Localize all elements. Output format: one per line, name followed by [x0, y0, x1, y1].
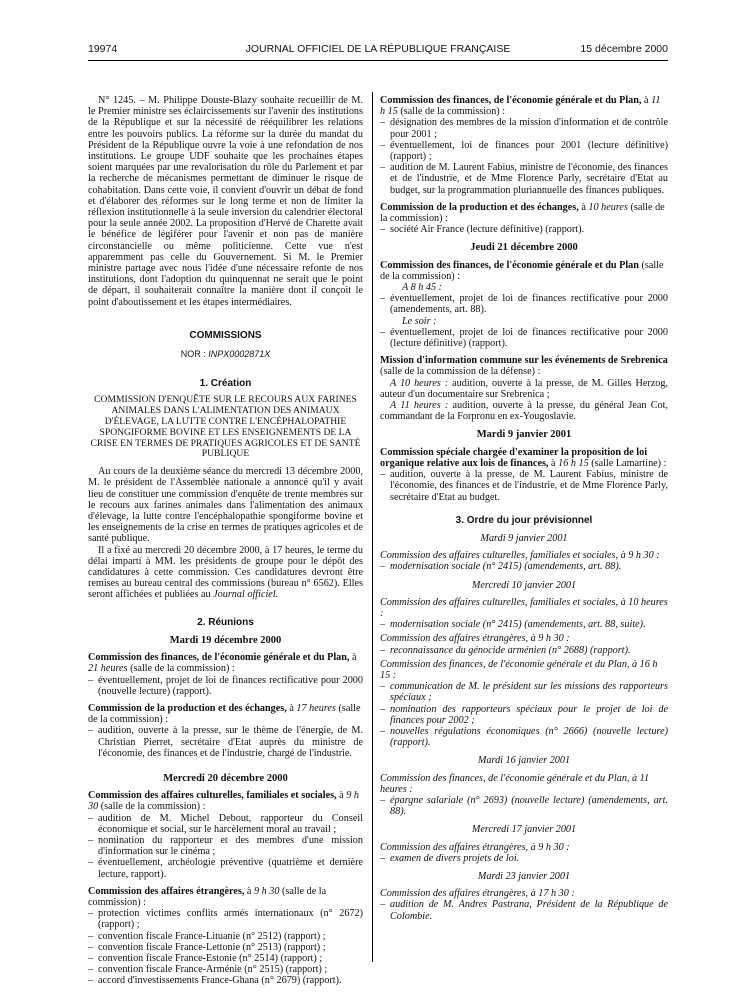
section-creation: 1. Création: [199, 378, 252, 390]
meeting-block: Commission des affaires étrangères, à 9 h 30 (salle de la commission) : – protection victimes conflits armés internationaux (n° 2672) (rapport) ; – convention fiscale France-Lituanie (n° 2512) (rapport) ; – convention fiscale France-Lettonie (n° 2513) (rapport) ; – convention fiscale France-Estonie (n° 2514) (rapport) ; – convention fiscale France-Arménie (n° 2515) (rapport) ; – accord d'investissements France-Ghana (n° 2679) (rapport).: [88, 886, 363, 987]
agenda-commission: Commission des affaires étrangères, à 9 h 30 :: [380, 841, 570, 853]
day-heading: Mardi 19 décembre 2000: [169, 634, 282, 646]
list-item: – éventuellement, projet de loi de finances rectificative pour 2000 (nouvelle lecture) (rapport).: [88, 675, 363, 697]
list-item: – convention fiscale France-Lituanie (n° 2512) (rapport) ;: [88, 931, 363, 942]
list-item: – éventuellement, projet de loi de finances rectificative pour 2000 (lecture définitive) (rapport).: [380, 327, 668, 349]
meeting-block: Commission des affaires culturelles, familiales et sociales, à 9 h 30 (salle de la commission) : – audition de M. Michel Debout, rapporteur du Conseil économique et social, sur le harcèlement moral au travail ; – nomination du rapporteur et des membres d'une mission d'information sur le cinéma ; – éventuellement, archéologie préventive (quatrième et dernière lecture, rapport).: [88, 790, 363, 880]
question-text: N° 1245. – M. Philippe Douste-Blazy souhaite recueillir de M. le Premier ministre ses éclaircissements sur l'avenir des institutions de la République et sur la nécessité de rééquilibrer les relations entre les pouvoirs publics. La réforme sur la durée du mandat du Président de la République ouvre la voie à une refondation de nos institutions. Le groupe UDF souhaite que les prochaines étapes soient marquées par une revalorisation du rôle du Parlement et par la recherche de mécanismes permettant de diminuer le risque de cohabitation. Dans cette voie, il convient d'ouvrir un débat de fond et d'élaborer des réformes sur le long terme et non de limiter la réflexion institutionnelle à la seule inversion du calendrier électoral pour la seule année 2002. La proposition d'Hervé de Charette avait le bénéfice de légiférer pour l'avenir et non pas de manière circonstancielle ou même politicienne. Cette vue n'est apparemment pas celle du Gouvernement. Si M. le Premier ministre partage avec nous l'idée d'une nécessaire refonte de nos institutions, dont l'adoption du quinquennat ne serait que le point de départ, il souhaiterait connaître la manière dont il conçoit le point d'aboutissement et les étapes intermédiaires.: [88, 95, 363, 308]
list-item: – convention fiscale France-Estonie (n° 2514) (rapport) ;: [88, 953, 363, 964]
list-item: – modernisation sociale (n° 2415) (amendements, art. 88, suite).: [380, 619, 668, 630]
section-reunions: 2. Réunions: [197, 616, 254, 628]
commission-title: COMMISSION D'ENQUÊTE SUR LE RECOURS AUX FARINES ANIMALES DANS L'ALIMENTATION DES ANIMAUX D'ÉLEVAGE, LA LUTTE CONTRE L'ENCÉPHALOPATHIE SPONGIFORME BOVINE ET LES ENSEIGNEMENTS DE LA CRISE EN TERMES DE PRATIQUES AGRICOLES ET DE SANTÉ PUBLIQUE: [90, 394, 361, 460]
agenda-commission: Commission des affaires étrangères, à 9 h 30 :: [380, 633, 570, 645]
list-item: – convention fiscale France-Arménie (n° 2515) (rapport) ;: [88, 964, 363, 975]
list-item: – audition, ouverte à la presse, de M. Laurent Fabius, ministre de l'économie, des finances et de l'industrie, et de Mme Florence Parly, secrétaire d'Etat au budget.: [380, 469, 668, 503]
creation-paragraph-1: Au cours de la deuxième séance du mercredi 13 décembre 2000, M. le président de l'Assemblée nationale a annoncé qu'il y avait lieu de constituer une commission d'enquête de trente membres sur le recours aux farines animales dans l'alimentation des animaux d'élevage, la lutte contre l'encéphalopathie spongiforme bovine et les enseignements de la crise en termes de pratiques agricoles et de santé publique.: [88, 466, 363, 545]
list-item: – accord d'investissements France-Ghana (n° 2679) (rapport).: [88, 975, 363, 986]
agenda-commission: Commission des finances, de l'économie générale et du Plan, à 16 h 15 :: [380, 658, 658, 681]
list-item: – reconnaissance du génocide arménien (n° 2688) (rapport).: [380, 645, 668, 656]
creation-paragraph-2: Il a fixé au mercredi 20 décembre 2000, à 17 heures, le terme du délai imparti à MM. les présidents de groupe pour le dépôt des candidatures à cette commission. Ces candidatures devront être remises au bureau central des commissions (bureau n° 6562). Elles seront affichées et publiées au Journal officiel.: [88, 544, 363, 601]
journal-title: JOURNAL OFFICIEL DE LA RÉPUBLIQUE FRANÇAISE: [245, 43, 511, 55]
list-item: – audition de M. Andres Pastrana, Président de la République de Colombie.: [380, 899, 668, 921]
list-item: – examen de divers projets de loi.: [380, 853, 668, 864]
list-item: – épargne salariale (n° 2693) (nouvelle lecture) (amendements, art. 88).: [380, 795, 668, 817]
list-item: – nouvelles régulations économiques (n° 2666) (nouvelle lecture) (rapport).: [380, 726, 668, 748]
right-column: [380, 95, 668, 922]
section-ordre-du-jour: 3. Ordre du jour prévisionnel: [455, 514, 593, 526]
day-heading: Mercredi 20 décembre 2000: [163, 772, 288, 784]
left-column: [88, 95, 363, 993]
agenda-commission: Commission des affaires culturelles, familiales et sociales, à 10 heures :: [380, 596, 668, 619]
list-item: – modernisation sociale (n° 2415) (amendements, art. 88).: [380, 561, 668, 572]
list-item: – audition de M. Laurent Fabius, ministre de l'économie, des finances et de l'industrie, et de Mme Florence Parly, secrétaire d'Etat au budget, sur la programmation pluriannuelle des finances publiques.: [380, 162, 668, 196]
day-heading: Mardi 9 janvier 2001: [476, 429, 572, 441]
issue-date: 15 décembre 2000: [580, 43, 668, 55]
agenda-commission: Commission des affaires étrangères, à 17 h 30 :: [380, 888, 575, 900]
list-item: – éventuellement, projet de loi de finances rectificative pour 2000 (amendements, art. 88).: [380, 293, 668, 315]
day-heading: Jeudi 21 décembre 2000: [470, 242, 578, 254]
list-item: – éventuellement, archéologie préventive (quatrième et dernière lecture, rapport).: [88, 857, 363, 879]
page-header: [88, 44, 668, 58]
list-item: – protection victimes conflits armés internationaux (n° 2672) (rapport) ;: [88, 908, 363, 930]
agenda-date: Mardi 23 janvier 2001: [477, 870, 571, 882]
list-item: – désignation des membres de la mission d'information et de contrôle pour 2001 ;: [380, 117, 668, 139]
list-item: – audition de M. Michel Debout, rapporteur du Conseil économique et social, sur le harcèlement moral au travail ;: [88, 813, 363, 835]
nor-reference: NOR : INPX0002871X: [180, 349, 271, 360]
list-item: – convention fiscale France-Lettonie (n° 2513) (rapport) ;: [88, 942, 363, 953]
meeting-block: Commission des finances, de l'économie générale et du Plan (salle de la commission) : A 8 h 45 : – éventuellement, projet de loi de finances rectificative pour 2000 (amendements, art. 88). Le soir : – éventuellement, projet de loi de finances rectificative pour 2000 (lecture définitive) (rapport).: [380, 260, 668, 350]
meeting-block: Mission d'information commune sur les événements de Srebrenica (salle de la commission de la défense) : A 10 heures : audition, ouverte à la presse, de M. Gilles Herzog, auteur d'un documentaire sur Srebrenica ; A 11 heures : audition, ouverte à la presse, du général Jean Cot, commandant de la Forpronu en ex-Yougoslavie.: [380, 355, 668, 423]
meeting-block: Commission de la production et des échanges, à 17 heures (salle de la commission) : – audition, ouverte à la presse, sur le thème de l'énergie, de M. Christian Pierret, secrétaire d'Etat auprès du ministre de l'économie, des finances et de l'industrie, chargé de l'industrie.: [88, 703, 363, 759]
list-item: – éventuellement, loi de finances pour 2001 (lecture définitive) (rapport) ;: [380, 140, 668, 162]
list-item: – communication de M. le président sur les missions des rapporteurs spéciaux ;: [380, 681, 668, 703]
meeting-block: Commission des finances, de l'économie générale et du Plan, à 11 h 15 (salle de la commission) : – désignation des membres de la mission d'information et de contrôle pour 2001 ; – éventuellement, loi de finances pour 2001 (lecture définitive) (rapport) ; – audition de M. Laurent Fabius, ministre de l'économie, des finances et de l'industrie, et de Mme Florence Parly, secrétaire d'Etat au budget, sur la programmation pluriannuelle des finances publiques.: [380, 95, 668, 196]
meeting-block: Commission des finances, de l'économie générale et du Plan, à 21 heures (salle de la commission) : – éventuellement, projet de loi de finances rectificative pour 2000 (nouvelle lecture) (rapport).: [88, 652, 363, 697]
section-commissions: COMMISSIONS: [189, 329, 262, 341]
agenda-date: Mercredi 10 janvier 2001: [471, 579, 577, 591]
agenda-date: Mercredi 17 janvier 2001: [471, 824, 577, 836]
column-divider: [372, 92, 373, 962]
header-rule: [88, 60, 668, 61]
time-label: A 8 h 45 :: [402, 282, 442, 294]
list-item: – nomination des rapporteurs spéciaux pour le projet de loi de finances pour 2002 ;: [380, 704, 668, 726]
meeting-block: Commission spéciale chargée d'examiner la proposition de loi organique relative aux lois de finances, à 16 h 15 (salle Lamartine) : – audition, ouverte à la presse, de M. Laurent Fabius, ministre de l'économie, des finances et de l'industrie, et de Mme Florence Parly, secrétaire d'Etat au budget.: [380, 447, 668, 503]
list-item: – société Air France (lecture définitive) (rapport).: [380, 224, 668, 235]
page-number: 19974: [88, 43, 118, 55]
meeting-block: Commission de la production et des échanges, à 10 heures (salle de la commission) : – société Air France (lecture définitive) (rapport).: [380, 202, 668, 236]
agenda-date: Mardi 9 janvier 2001: [480, 532, 568, 544]
agenda-date: Mardi 16 janvier 2001: [477, 755, 571, 767]
agenda-commission: Commission des finances, de l'économie générale et du Plan, à 11 heures :: [380, 772, 650, 795]
agenda-commission: Commission des affaires culturelles, familiales et sociales, à 9 h 30 :: [380, 550, 660, 562]
time-label: Le soir :: [402, 315, 437, 327]
list-item: – audition, ouverte à la presse, sur le thème de l'énergie, de M. Christian Pierret, secrétaire d'Etat auprès du ministre de l'économie, des finances et de l'industrie, chargé de l'industrie.: [88, 725, 363, 759]
list-item: – nomination du rapporteur et des membres d'une mission d'information sur le cinéma ;: [88, 835, 363, 857]
